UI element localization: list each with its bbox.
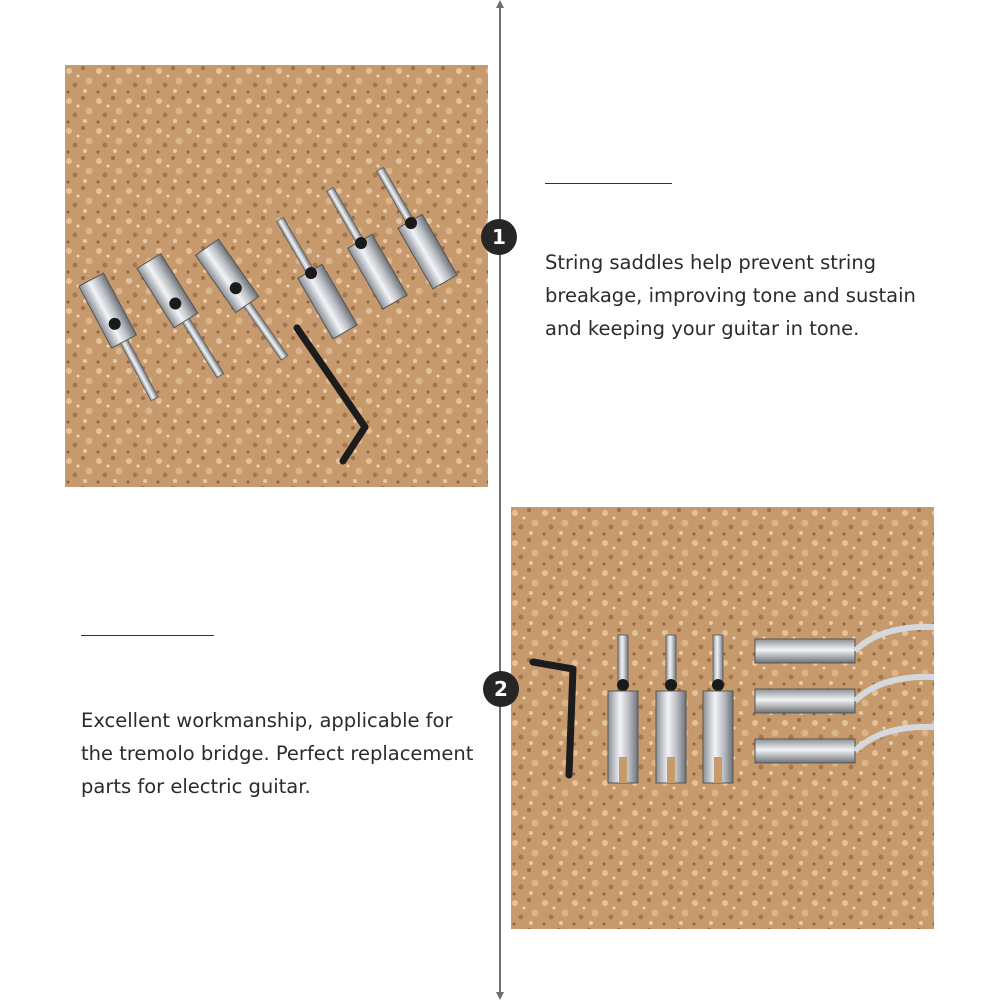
panel-2-description	[81, 704, 491, 803]
saddles-photo-icon	[65, 65, 488, 487]
description-line: the tremolo bridge. Perfect replacement	[81, 742, 474, 765]
step-number: 2	[494, 677, 508, 701]
product-photo-tremolo-parts	[511, 507, 934, 929]
divider-arrow-down-icon	[496, 992, 504, 1000]
panel-1-rule	[545, 183, 672, 184]
description-line: String saddles help prevent string	[545, 251, 877, 274]
product-photo-saddles	[65, 65, 488, 487]
panel-1-description	[545, 246, 965, 345]
divider-line	[499, 6, 501, 994]
step-number: 1	[492, 225, 506, 249]
step-badge-2	[483, 671, 519, 707]
description-line: breakage, improving tone and sustain	[545, 284, 916, 307]
description-line: Excellent workmanship, applicable for	[81, 709, 453, 732]
panel-2-rule	[81, 635, 214, 636]
description-line: and keeping your guitar in tone.	[545, 317, 860, 340]
step-badge-1	[481, 219, 517, 255]
description-line: parts for electric guitar.	[81, 775, 311, 798]
tremolo-parts-photo-icon	[511, 507, 934, 929]
